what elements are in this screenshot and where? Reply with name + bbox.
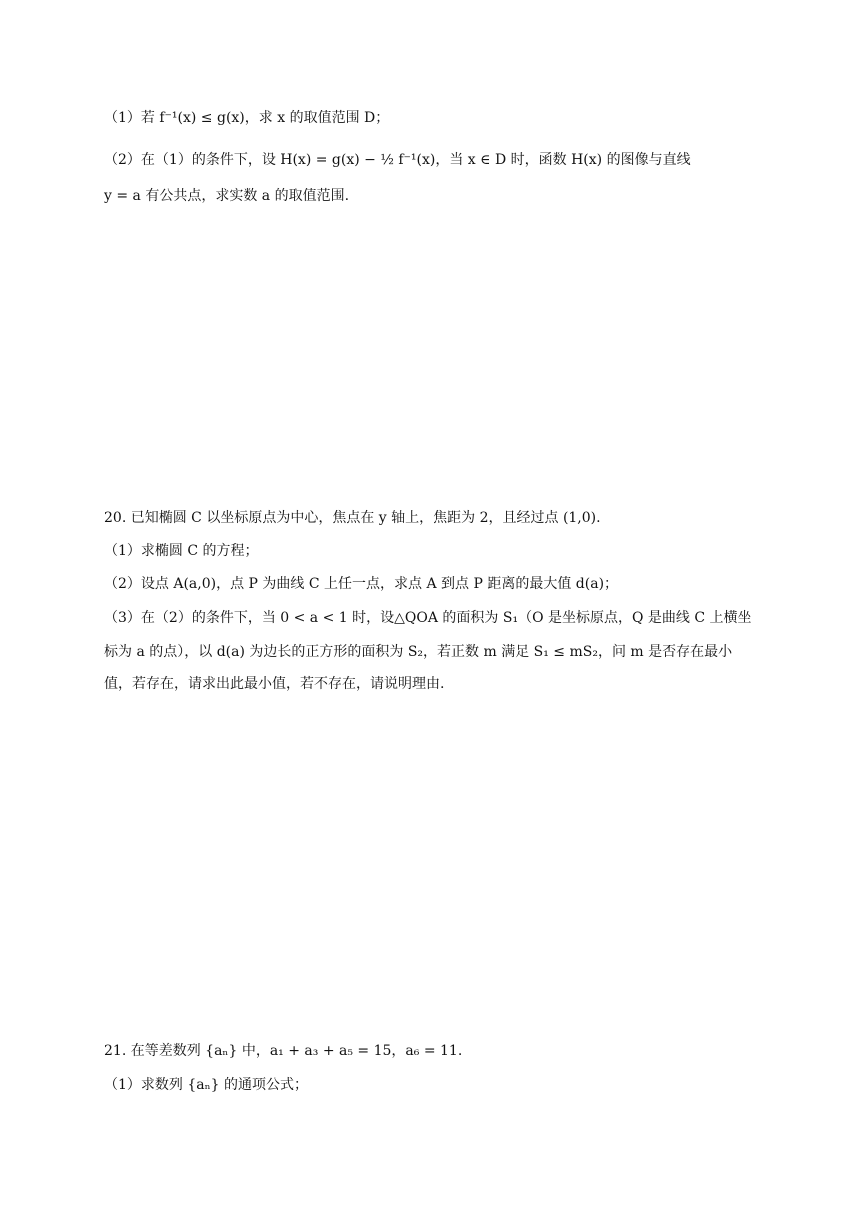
q19-part1: （1）若 f⁻¹(x) ≤ g(x)，求 x 的取值范围 D；	[104, 110, 390, 126]
q19-part2-line2: y = a 有公共点，求实数 a 的取值范围.	[104, 188, 350, 204]
q21-part1: （1）求数列 {aₙ} 的通项公式；	[104, 1077, 309, 1093]
q19-part2-line1: （2）在（1）的条件下，设 H(x) = g(x) − ½ f⁻¹(x)，当 x ∈ D 时，函数 H(x) 的图像与直线	[104, 152, 691, 168]
answer-space-q20	[104, 705, 764, 1035]
answer-space-q19	[104, 215, 764, 505]
q20-part3-line3: 值，若存在，请求出此最小值，若不存在，请说明理由.	[104, 676, 445, 692]
q20-part2: （2）设点 A(a,0)，点 P 为曲线 C 上任一点，求点 A 到点 P 距离的最大值 d(a)；	[104, 576, 619, 592]
q21-stem: 21. 在等差数列 {aₙ} 中，a₁ + a₃ + a₅ = 15，a₆ = 11.	[104, 1043, 463, 1059]
q20-part3-line1: （3）在（2）的条件下，当 0 < a < 1 时，设△QOA 的面积为 S₁（O 是坐标原点，Q 是曲线 C 上横坐	[104, 610, 752, 626]
q20-stem: 20. 已知椭圆 C 以坐标原点为中心，焦点在 y 轴上，焦距为 2，且经过点 (1,0).	[104, 510, 601, 526]
q20-part1: （1）求椭圆 C 的方程；	[104, 543, 259, 559]
q20-part3-line2: 标为 a 的点），以 d(a) 为边长的正方形的面积为 S₂，若正数 m 满足 S₁ ≤ mS₂，问 m 是否存在最小	[104, 644, 733, 660]
